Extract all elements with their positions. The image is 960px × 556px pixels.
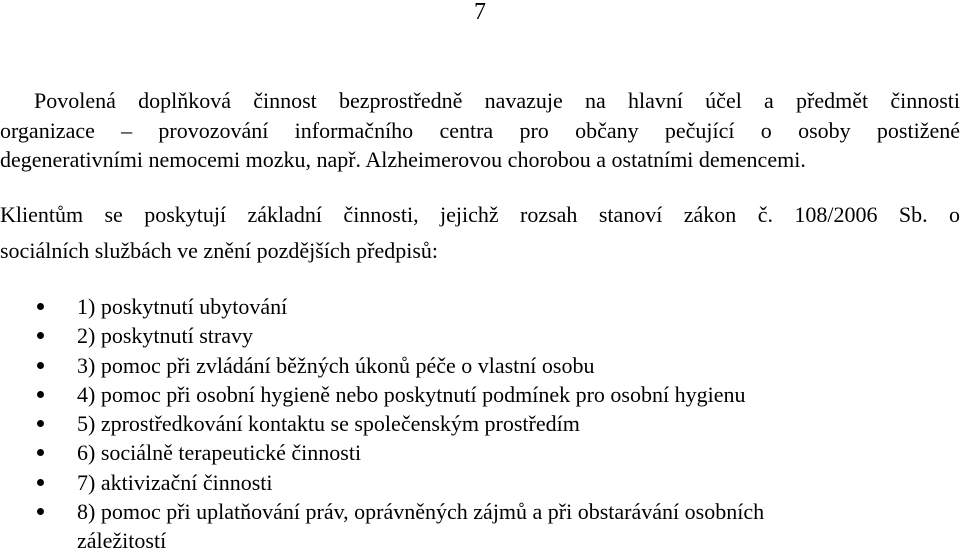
bullet-icon — [37, 479, 44, 486]
bullet-icon — [37, 391, 44, 398]
list-item — [0, 468, 960, 497]
paragraph-additional-activity — [0, 86, 960, 175]
list-item — [0, 497, 960, 526]
list-item-text: 1) poskytnutí ubytování — [77, 294, 288, 319]
bullet-icon — [37, 449, 44, 456]
bullet-icon — [37, 332, 44, 339]
list-item-text: 8) pomoc při uplatňování práv, oprávněných zájmů a při obstarávání osobních — [77, 499, 765, 525]
bullet-icon — [37, 508, 44, 515]
paragraph-line: sociálních službách ve znění pozdějších předpisů: — [0, 238, 439, 263]
list-item-text: 5) zprostředkování kontaktu se společenským prostředím — [77, 411, 580, 437]
bullet-icon — [37, 420, 44, 427]
list-item — [0, 409, 960, 438]
paragraph-line: organizace – provozování informačního centra pro občany pečující o osoby postižené — [0, 117, 960, 143]
list-item-text: 3) pomoc při zvládání běžných úkonů péče o vlastní osobu — [77, 352, 595, 378]
list-item-continuation — [0, 526, 960, 555]
services-list — [0, 292, 960, 556]
list-item — [0, 351, 960, 380]
list-item — [0, 292, 960, 321]
paragraph-line: Povolená doplňková činnost bezprostředně navazuje na hlavní účel a předmět činnosti — [34, 88, 960, 113]
list-item — [0, 438, 960, 467]
list-item-text: 6) sociálně terapeutické činnosti — [77, 440, 362, 466]
list-item-text: 7) aktivizační činnosti — [77, 469, 273, 495]
list-item-text: záležitostí — [77, 528, 167, 554]
paragraph-line: Klientům se poskytují základní činnosti, jejichž rozsah stanoví zákon č. 108/2006 Sb. o — [0, 202, 960, 227]
list-item — [0, 321, 960, 350]
list-item — [0, 380, 960, 409]
list-item-text: 2) poskytnutí stravy — [77, 323, 253, 349]
page-number: 7 — [474, 0, 486, 25]
paragraph-line: degenerativními nemocemi mozku, např. Alzheimerovou chorobou a ostatními demencemi. — [0, 147, 806, 172]
paragraph-basic-activities — [0, 197, 960, 269]
list-item-text: 4) pomoc při osobní hygieně nebo poskytnutí podmínek pro osobní hygienu — [77, 381, 746, 407]
bullet-icon — [37, 303, 44, 310]
bullet-icon — [37, 362, 44, 369]
